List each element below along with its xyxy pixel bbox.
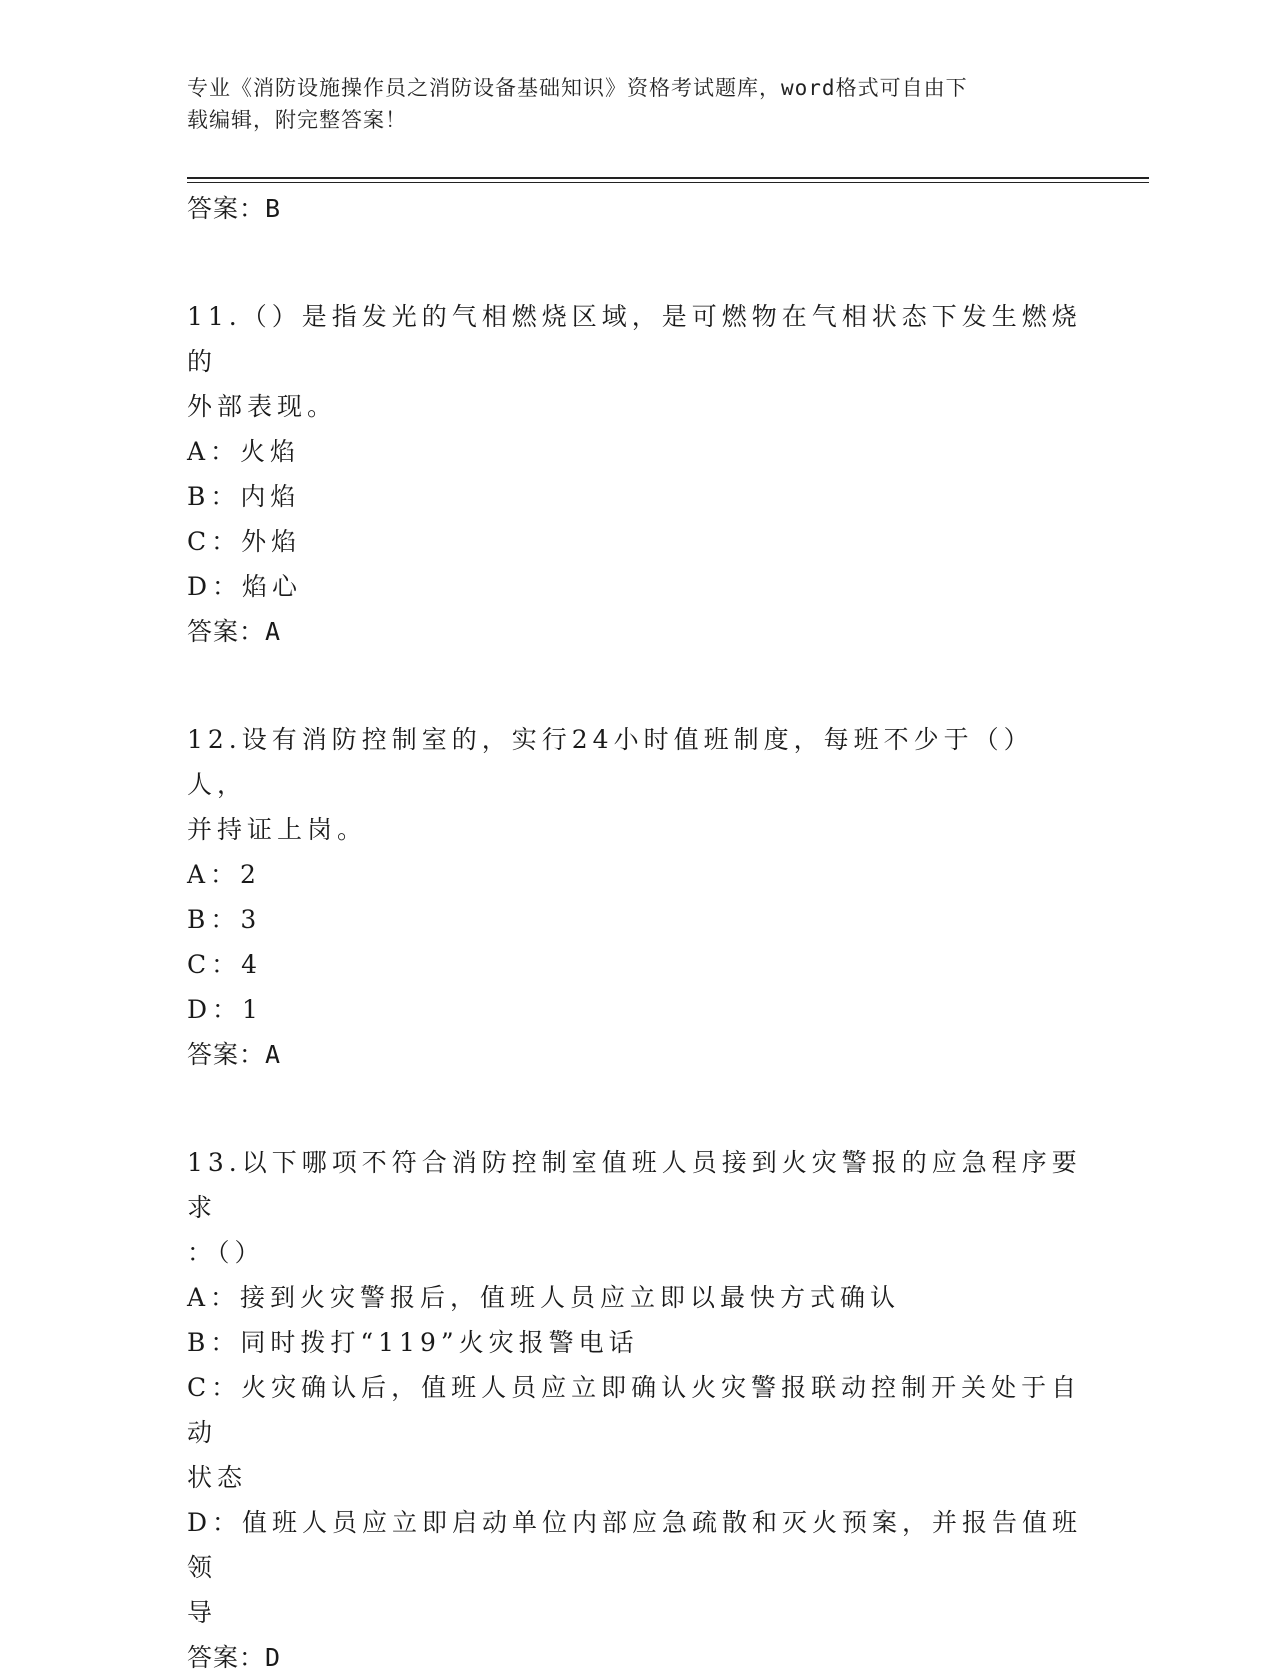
header-rule-thin [187,182,1149,183]
option-a: A：2 [187,860,261,889]
option-b: B：同时拨打“119”火灾报警电话 [187,1328,639,1357]
question-stem: 13.以下哪项不符合消防控制室值班人员接到火灾警报的应急程序要求 [187,1148,1082,1222]
option-d: D：焰心 [187,572,303,601]
option-c: C：外焰 [187,527,302,556]
option-b: B：3 [187,905,262,934]
page-header [187,72,1067,136]
question-stem: 11.（）是指发光的气相燃烧区域，是可燃物在气相状态下发生燃烧的 [187,302,1082,376]
answer: 答案：A [187,1040,282,1069]
option-d-continued: 导 [187,1598,218,1627]
question-stem-continued: 并持证上岗。 [187,815,368,844]
option-b: B：内焰 [187,482,301,511]
option-d: D：值班人员应立即启动单位内部应急疏散和灭火预案，并报告值班领 [187,1508,1083,1582]
header-line-2: 载编辑，附完整答案！ [187,108,407,132]
previous-answer: 答案：B [187,194,282,223]
question-stem-continued: 外部表现。 [187,392,338,421]
option-a: A：火焰 [187,437,301,466]
header-rule-thick [187,177,1149,179]
option-c-continued: 状态 [187,1463,248,1492]
answer: 答案：A [187,617,282,646]
header-line-1: 专业《消防设施操作员之消防设备基础知识》资格考试题库，word格式可自由下 [187,76,968,100]
option-c: C：火灾确认后，值班人员应立即确认火灾警报联动控制开关处于自动 [187,1373,1082,1447]
question-stem: 12.设有消防控制室的，实行24小时值班制度，每班不少于（）人， [187,725,1034,799]
question-13 [187,1140,1087,1680]
question-11 [187,294,1087,654]
question-stem-continued: ：（） [187,1238,265,1267]
option-d: D：1 [187,995,263,1024]
answer: 答案：D [187,1643,282,1672]
option-a: A：接到火灾警报后，值班人员应立即以最快方式确认 [187,1283,901,1312]
option-c: C：4 [187,950,263,979]
question-list [187,186,1087,1680]
question-12 [187,717,1087,1077]
